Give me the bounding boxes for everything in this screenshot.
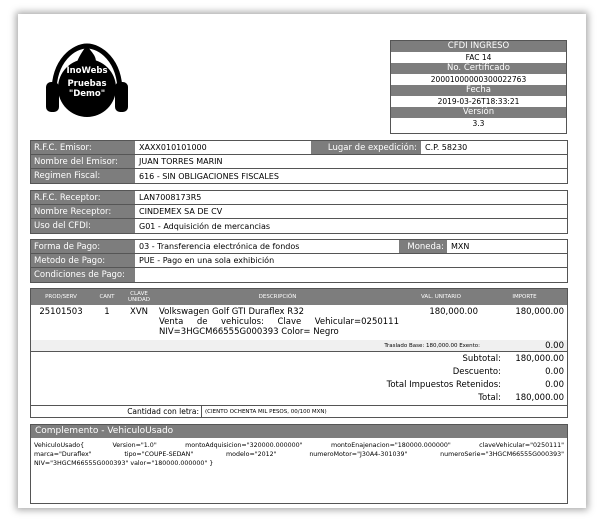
complemento-section [30,424,568,504]
emisor-nombre-label: Nombre del Emisor: [31,155,135,168]
logo-line-3: "Demo" [68,89,106,99]
cfdi-version-value: 3.3 [472,119,485,128]
cfdi-version-label: Versión [391,107,566,118]
cantidad-letra-label: Cantidad con letra: [127,407,199,416]
cfdi-folio: FAC 14 [465,53,492,62]
regimen-fiscal-label: Regimen Fiscal: [31,169,135,183]
total-label: Total: [478,393,501,403]
receptor-section [30,190,568,234]
emisor-rfc-label: R.F.C. Emisor: [31,141,135,154]
condiciones-pago-value [135,268,567,282]
retenidos-value: 0.00 [545,380,564,390]
row-desc-line2: Venta de vehiculos: Clave Vehicular=0250111 [159,317,399,327]
emisor-nombre-value: JUAN TORRES MARIN [139,157,223,166]
receptor-rfc-label: R.F.C. Receptor: [31,191,135,204]
descuento-label: Descuento: [452,367,501,377]
col-cant: CANT [99,294,115,300]
regimen-fiscal-value: 616 - SIN OBLIGACIONES FISCALES [139,171,279,181]
lugar-expedicion-value: C.P. 58230 [425,143,468,152]
row-valor-unitario: 180,000.00 [429,307,478,317]
col-prod-serv: PROD/SERV [45,294,77,300]
row-desc-title: Volkswagen Golf GTI Duraflex R32 [159,307,304,317]
descuento-value: 0.00 [545,367,564,377]
condiciones-pago-label: Condiciones de Pago: [31,268,135,282]
receptor-rfc-value: LAN7008173R5 [139,193,202,202]
complemento-body [31,438,567,468]
col-valor-unitario: VAL. UNITARIO [421,294,461,300]
row-cant: 1 [104,307,110,317]
uso-cfdi-label: Uso del CFDI: [31,219,135,233]
lugar-expedicion-label: Lugar de expedición: [311,141,421,154]
logo-line-2: Pruebas [67,79,107,89]
retenidos-label: Total Impuestos Retenidos: [386,380,501,390]
cfdi-title: CFDI INGRESO [391,41,566,52]
cfdi-cert-value: 20001000000300022763 [430,75,527,84]
metodo-pago-label: Metodo de Pago: [31,254,135,267]
emisor-rfc-value: XAXX010101000 [139,143,207,152]
row-clave: XVN [130,307,148,317]
receptor-nombre-label: Nombre Receptor: [31,205,135,218]
logo-line-1: InoWebs [66,66,108,76]
col-descripcion: DESCRIPCIÓN [258,294,297,300]
invoice-page [18,14,586,508]
emisor-section [30,140,568,184]
row-importe: 180,000.00 [515,307,564,317]
row-descripcion [159,307,399,337]
col-clave-line1: CLAVE [130,291,148,297]
complemento-title: Complemento - VehiculoUsado [31,425,567,438]
total-value: 180,000.00 [515,393,564,403]
complemento-line-1: VehiculoUsado{ Version="1.0" montoAdquisicion="320000.000000" montoEnajenacion="180000.000000" claveVehicular="0250111" [34,442,564,449]
uso-cfdi-value: G01 - Adquisición de mercancias [139,221,271,231]
row-desc-line3: NIV=3HGCM66555G000393 Color= Negro [159,327,339,337]
subtotal-value: 180,000.00 [515,354,564,364]
traslado-value: 0.00 [545,340,564,351]
moneda-label: Moneda: [399,240,447,253]
conceptos-table [30,288,568,418]
col-clave-line2: UNIDAD [128,297,150,303]
subtotal-label: Subtotal: [462,354,501,364]
forma-pago-value: 03 - Transferencia electrónica de fondos [139,242,300,251]
traslado-label: Traslado Base: 180,000.00 Exento: [384,342,480,349]
metodo-pago-value: PUE - Pago en una sola exhibición [139,256,275,265]
cfdi-fecha-label: Fecha [391,85,566,96]
complemento-line-3: NIV="3HGCM66555G000393" valor="180000.000000" } [34,460,214,467]
cfdi-fecha-value: 2019-03-26T18:33:21 [437,97,520,106]
col-importe: IMPORTE [512,294,537,300]
col-clave-unidad [123,291,155,303]
complemento-line-2: marca="Duraflex" tipo="COUPE-SEDAN" modelo="2012" numeroMotor="J30A4-301039" numeroSerie="3HGCM66555G000393" [34,451,564,458]
row-prod-serv: 25101503 [39,307,83,317]
cfdi-cert-label: No. Certificado [391,63,566,74]
table-row [31,305,567,339]
totals-block [31,353,567,405]
cfdi-box [390,40,567,134]
pago-section [30,239,568,283]
cantidad-letra-value: (CIENTO OCHENTA MIL PESOS, 00/100 MXN) [201,406,567,417]
receptor-nombre-value: CINDEMEX SA DE CV [139,207,223,216]
forma-pago-label: Forma de Pago: [31,240,135,253]
moneda-value: MXN [451,242,470,251]
company-logo [44,40,130,126]
